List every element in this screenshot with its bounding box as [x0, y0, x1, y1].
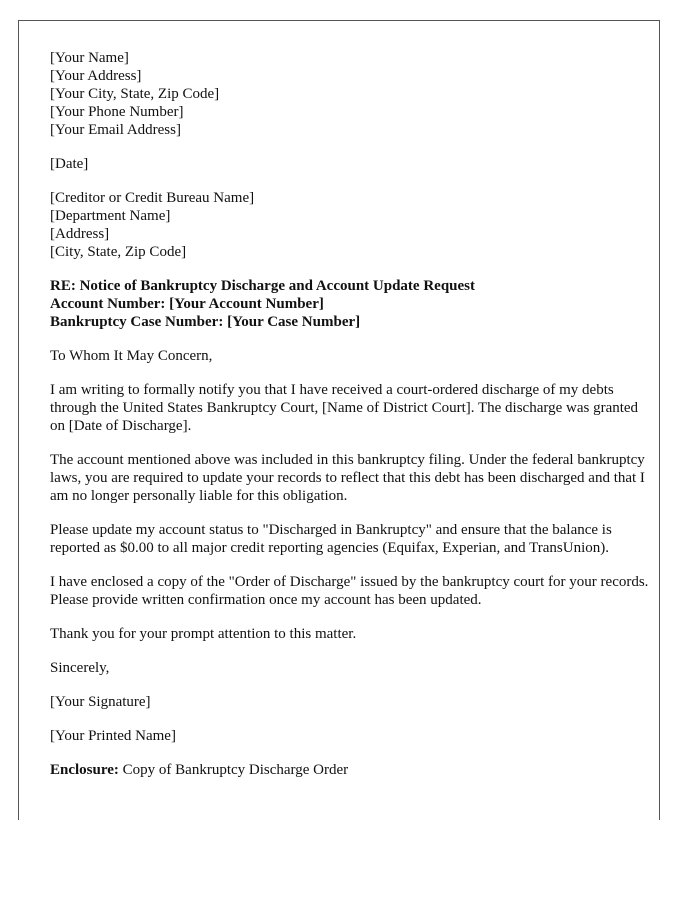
letter-page — [18, 20, 660, 820]
subject-re-line: RE: Notice of Bankruptcy Discharge and Account Update Request — [50, 278, 475, 294]
enclosure-text: Copy of Bankruptcy Discharge Order — [118, 762, 349, 778]
enclosure-label: Enclosure: — [50, 762, 119, 778]
paragraph-update-request: Please update my account status to "Discharged in Bankruptcy" and ensure that the balance is reported as $0.00 to all major credit reporting agencies (Equifax, Experian, and TransUnion). — [50, 522, 612, 556]
paragraph-enclosure-note: I have enclosed a copy of the "Order of Discharge" issued by the bankruptcy court for your records. Please provide written confirmation once my account has been updated. — [50, 574, 649, 608]
paragraph-notification: I am writing to formally notify you that I have received a court-ordered discharge of my debts through the United States Bankruptcy Court, [Name of District Court]. The discharge was granted on [Date of Discharge]. — [50, 382, 639, 434]
recipient-city-state-zip: [City, State, Zip Code] — [50, 244, 187, 260]
recipient-address: [Address] — [50, 226, 110, 242]
recipient-department: [Department Name] — [50, 208, 171, 224]
sender-block — [50, 49, 650, 139]
letter-content — [50, 49, 650, 795]
paragraph-legal-requirement: The account mentioned above was included in this bankruptcy filing. Under the federal bankruptcy laws, you are required to update your records to reflect that this debt has been discharged and that I am no longer personally liable for this obligation. — [50, 452, 645, 504]
recipient-block — [50, 189, 650, 261]
signature-placeholder: [Your Signature] — [50, 694, 151, 710]
printed-name: [Your Printed Name] — [50, 728, 176, 744]
subject-block — [50, 277, 650, 331]
subject-account-line: Account Number: [Your Account Number] — [50, 296, 324, 312]
sender-phone: [Your Phone Number] — [50, 104, 184, 120]
sender-email: [Your Email Address] — [50, 122, 181, 138]
enclosure-line — [50, 761, 650, 779]
salutation: To Whom It May Concern, — [50, 348, 213, 364]
date-block — [50, 155, 650, 173]
sender-address: [Your Address] — [50, 68, 142, 84]
closing: Sincerely, — [50, 660, 110, 676]
recipient-name: [Creditor or Credit Bureau Name] — [50, 190, 255, 206]
letter-date: [Date] — [50, 156, 89, 172]
sender-name: [Your Name] — [50, 50, 129, 66]
paragraph-thanks: Thank you for your prompt attention to this matter. — [50, 626, 357, 642]
subject-case-line: Bankruptcy Case Number: [Your Case Number] — [50, 314, 361, 330]
sender-city-state-zip: [Your City, State, Zip Code] — [50, 86, 220, 102]
